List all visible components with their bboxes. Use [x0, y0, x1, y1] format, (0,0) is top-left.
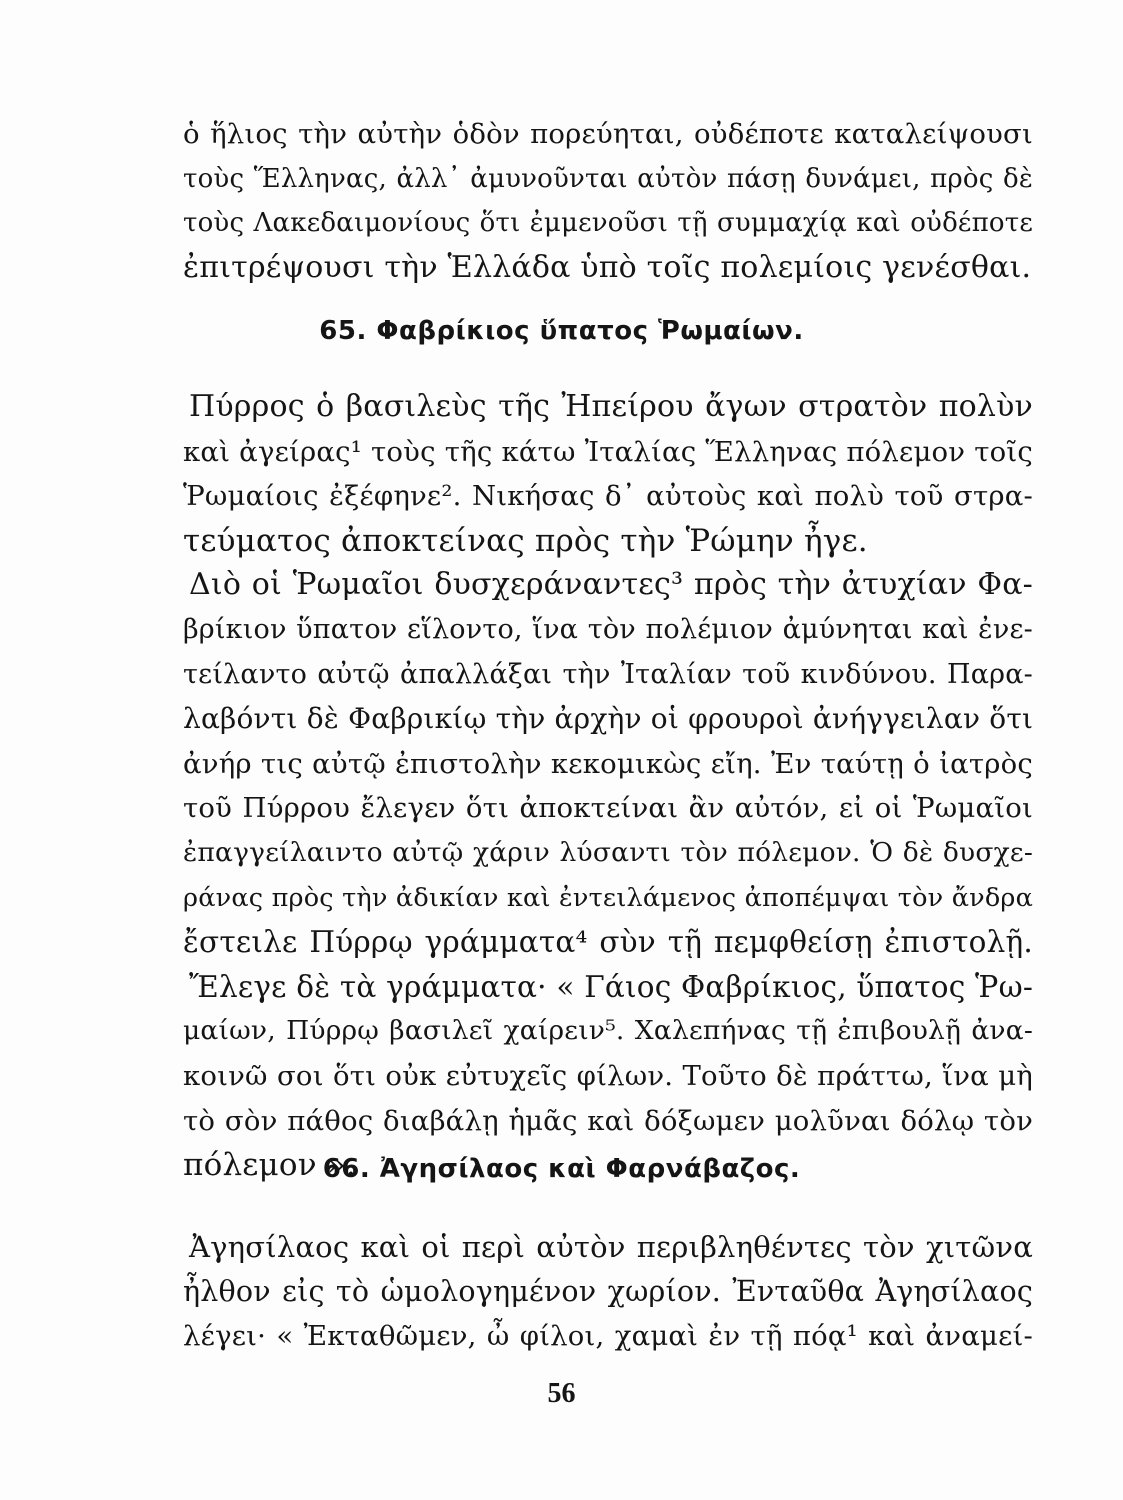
text-line: μαίων, Πύρρῳ βασιλεῖ χαίρειν⁵. Χαλεπήνας τῇ ἐπιβουλῇ ἀνα- — [183, 1015, 1033, 1047]
text-line: ράνας πρὸς τὴν ἀδικίαν καὶ ἐντειλάμενος ἀποπέμψαι τὸν ἄνδρα — [183, 882, 1033, 913]
text-line: βρίκιον ὕπατον εἵλοντο, ἵνα τὸν πολέμιον ἀμύνηται καὶ ἐνε- — [183, 613, 1033, 645]
text-line: πόλεμον ». — [183, 1147, 357, 1184]
text-line: ἔστειλε Πύρρῳ γράμματα⁴ σὺν τῇ πεμφθείσῃ ἐπιστολῇ. — [183, 925, 1033, 960]
text-line: Ἀγησίλαος καὶ οἱ περὶ αὐτὸν περιβληθέντες τὸν χιτῶνα — [189, 1230, 1033, 1264]
text-line: τεύματος ἀποκτείνας πρὸς τὴν Ῥώμην ἦγε. — [183, 522, 868, 559]
continuation-paragraph — [183, 112, 1033, 290]
page-number: 56 — [547, 1378, 576, 1409]
text-line: Ῥωμαίοις ἐξέφηνε². Νικήσας δ᾽ αὐτοὺς καὶ πολὺ τοῦ στρα- — [183, 480, 1033, 513]
text-line: λέγει· « Ἐκταθῶμεν, ὦ φίλοι, χαμαὶ ἐν τῇ πόᾳ¹ καὶ ἀναμεί- — [183, 1320, 1033, 1353]
text-line: ἀνήρ τις αὐτῷ ἐπιστολὴν κεκομικὼς εἴη. Ἐν ταύτῃ ὁ ἰατρὸς — [183, 747, 1033, 780]
text-line: Πύρρος ὁ βασιλεὺς τῆς Ἠπείρου ἄγων στρατὸν πολὺν — [189, 389, 1033, 424]
text-line: καὶ ἀγείρας¹ τοὺς τῆς κάτω Ἰταλίας Ἕλληνας πόλεμον τοῖς — [183, 435, 1033, 468]
text-line: ἦλθον εἰς τὸ ὡμολογημένον χωρίον. Ἐνταῦθα Ἀγησίλαος — [183, 1274, 1033, 1308]
text-line: ὁ ἥλιος τὴν αὐτὴν ὁδὸν πορεύηται, οὐδέποτε καταλείψουσι — [183, 118, 1033, 150]
text-line: ἐπιτρέψουσι τὴν Ἑλλάδα ὑπὸ τοῖς πολεμίοις γενέσθαι. — [183, 249, 1032, 285]
text-line: λαβόντι δὲ Φαβρικίῳ τὴν ἀρχὴν οἱ φρουροὶ ἀνήγγειλαν ὅτι — [183, 702, 1034, 736]
section-65-body — [183, 385, 1033, 1188]
text-line: τείλαντο αὐτῷ ἀπαλλάξαι τὴν Ἰταλίαν τοῦ κινδύνου. Παρα- — [183, 658, 1033, 690]
section-66-body — [183, 1225, 1033, 1359]
text-line: Διὸ οἱ Ῥωμαῖοι δυσχεράναντες³ πρὸς τὴν ἀτυχίαν Φα- — [189, 567, 1033, 603]
text-line: κοινῶ σοι ὅτι οὐκ εὐτυχεῖς φίλων. Τοῦτο δὲ πράττω, ἵνα μὴ — [183, 1059, 1033, 1092]
text-line: τοὺς Ἕλληνας, ἀλλ᾽ ἀμυνοῦνται αὐτὸν πάσῃ δυνάμει, πρὸς δὲ — [183, 163, 1033, 194]
text-line: τοῦ Πύρρου ἔλεγεν ὅτι ἀποκτείναι ἂν αὐτόν, εἰ οἱ Ῥωμαῖοι — [183, 792, 1033, 825]
text-line: Ἔλεγε δὲ τὰ γράμματα· « Γάιος Φαβρίκιος, ὕπατος Ῥω- — [189, 969, 1033, 1004]
text-line: ἐπαγγείλαιντο αὐτῷ χάριν λύσαντι τὸν πόλεμον. Ὁ δὲ δυσχε- — [183, 836, 1033, 868]
section-heading-66: 66. Ἀγησίλαος καὶ Φαρνάβαζος. — [322, 1154, 801, 1184]
section-heading-65: 65. Φαβρίκιος ὕπατος Ῥωμαίων. — [319, 316, 804, 346]
text-line: τοὺς Λακεδαιμονίους ὅτι ἐμμενοῦσι τῇ συμμαχίᾳ καὶ οὐδέποτε — [183, 208, 1033, 239]
text-line: τὸ σὸν πάθος διαβάλῃ ἡμᾶς καὶ δόξωμεν μολῦναι δόλῳ τὸν — [183, 1104, 1033, 1137]
